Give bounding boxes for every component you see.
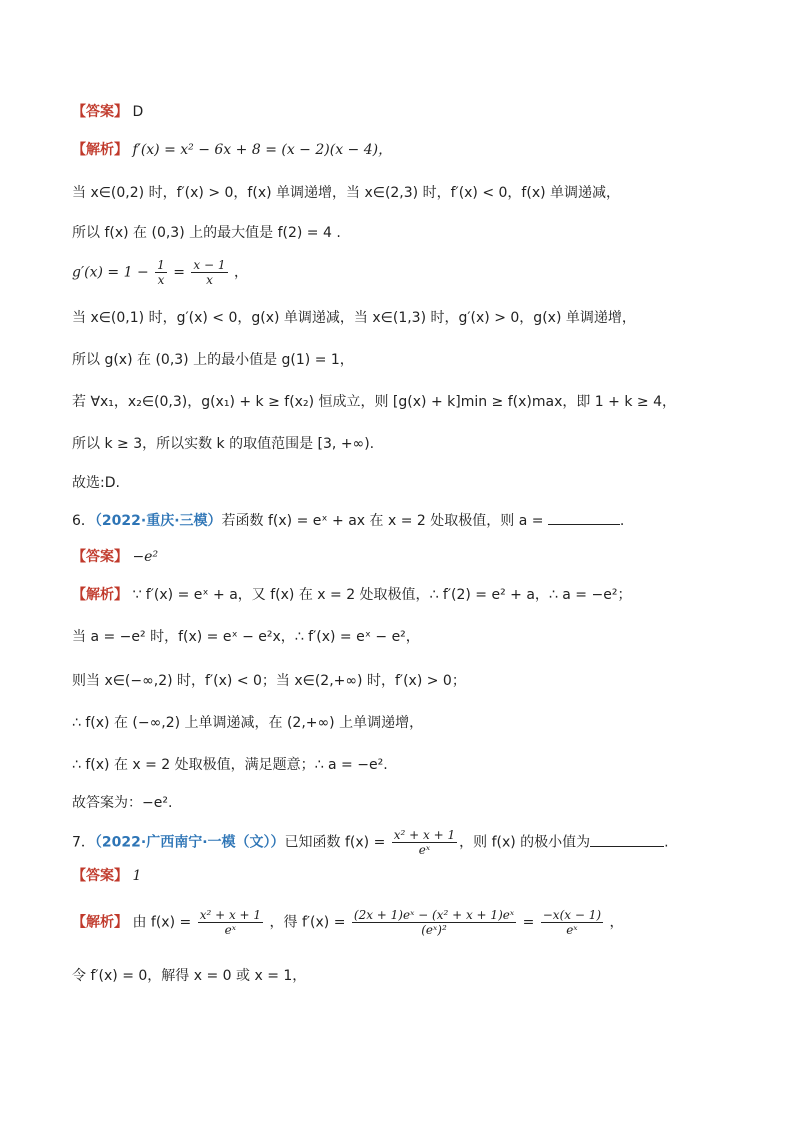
text-line: 若 ∀x₁，x₂∈(0,3)，g(x₁) + k ≥ f(x₂) 恒成立，则 [g(x) + k]min ≥ f(x)max，即 1 + k ≥ 4，	[72, 394, 676, 410]
fraction-numerator: x² + x + 1	[199, 908, 262, 922]
fraction-denominator: x	[206, 273, 213, 287]
answer-value: 1	[132, 868, 142, 884]
answer-tag: 【答案】	[72, 868, 128, 884]
fraction-numerator: 1	[157, 258, 165, 272]
question-text: 已知函数 f(x) =	[284, 834, 386, 851]
fraction-function	[392, 828, 457, 857]
text-line: 所以 k ≥ 3，所以实数 k 的取值范围是 [3, +∞).	[72, 436, 375, 452]
math-text: ∵ f′(x) = eˣ + a，又 f(x) 在 x = 2 处取极值，∴ f′(2) = e² + a，∴ a = −e²；	[132, 587, 632, 603]
text-line: ∴ f(x) 在 (−∞,2) 上单调递减，在 (2,+∞) 上单调递增，	[72, 715, 424, 731]
answer-value: D	[132, 104, 144, 120]
math-text: ，	[609, 914, 624, 931]
question-source: （2022·重庆·三模）	[94, 513, 222, 529]
fraction-function	[198, 908, 263, 937]
text-line: 故答案为：−e².	[72, 795, 173, 811]
question-source: （2022·广西南宁·一模（文））	[94, 834, 285, 851]
math-text: ，得 f′(x) =	[269, 914, 346, 931]
text-line: 当 a = −e² 时，f(x) = eˣ − e²x，∴ f′(x) = eˣ − e²，	[72, 629, 420, 645]
text-line: 当 x∈(0,2) 时，f′(x) > 0，f(x) 单调递增，当 x∈(2,3) 时，f′(x) < 0，f(x) 单调递减，	[72, 185, 621, 201]
answer-line-6	[72, 547, 158, 567]
fraction-x-minus-1-over-x	[191, 258, 227, 287]
question-7	[72, 828, 669, 857]
question-text: 若函数 f(x) = eˣ + ax 在 x = 2 处取极值，则 a =	[221, 513, 544, 529]
fraction-denominator: eˣ	[418, 843, 431, 857]
text-line: ∴ f(x) 在 x = 2 处取极值，满足题意；∴ a = −e².	[72, 757, 388, 773]
fraction-denominator: eˣ	[224, 923, 237, 937]
analysis-tag: 【解析】	[72, 914, 128, 931]
answer-tag: 【答案】	[72, 549, 128, 565]
fraction-numerator: x² + x + 1	[393, 828, 456, 842]
fraction-denominator: x	[157, 273, 165, 287]
answer-line-5	[72, 102, 143, 122]
math-text: =	[522, 914, 535, 931]
fraction-numerator: (2x + 1)eˣ − (x² + x + 1)eˣ	[353, 908, 515, 922]
question-number: 6．	[72, 513, 95, 529]
answer-tag: 【答案】	[72, 104, 128, 120]
math-text: ，	[233, 264, 248, 281]
answer-value: −e²	[132, 549, 159, 565]
question-tail: .	[664, 834, 669, 851]
analysis-tag: 【解析】	[72, 142, 128, 158]
question-tail: .	[619, 513, 625, 529]
math-text: 由 f(x) =	[132, 914, 192, 931]
question-text: ，则 f(x) 的极小值为	[459, 834, 591, 851]
text-line: 所以 g(x) 在 (0,3) 上的最小值是 g(1) = 1，	[72, 352, 354, 368]
fraction-numerator: x − 1	[193, 258, 226, 272]
fraction-derivative	[352, 908, 516, 937]
text-line: 故选:D.	[72, 475, 120, 491]
analysis-line-1	[72, 140, 392, 160]
text-line: 则当 x∈(−∞,2) 时，f′(x) < 0；当 x∈(2,+∞) 时，f′(x) > 0；	[72, 673, 466, 689]
answer-line-7	[72, 866, 141, 886]
fraction-simplified	[541, 908, 603, 937]
answer-blank	[590, 832, 664, 847]
analysis-line-6	[72, 585, 631, 605]
fraction-denominator: (eˣ)²	[421, 923, 447, 937]
fraction-1-over-x	[155, 258, 167, 287]
derivative-g-line	[72, 258, 248, 287]
question-number: 7．	[72, 834, 95, 851]
analysis-tag: 【解析】	[72, 587, 128, 603]
math-text: =	[173, 264, 185, 281]
text-line: 所以 f(x) 在 (0,3) 上的最大值是 f(2) = 4 .	[72, 225, 341, 241]
answer-blank	[548, 510, 620, 525]
text-line: 令 f′(x) = 0，解得 x = 0 或 x = 1，	[72, 968, 307, 984]
fraction-numerator: −x(x − 1)	[542, 908, 602, 922]
math-text: f′(x) = x² − 6x + 8 = (x − 2)(x − 4)，	[132, 142, 393, 158]
fraction-denominator: eˣ	[566, 923, 578, 937]
question-6	[72, 510, 624, 531]
text-line: 当 x∈(0,1) 时，g′(x) < 0，g(x) 单调递减，当 x∈(1,3) 时，g′(x) > 0，g(x) 单调递增，	[72, 310, 636, 326]
analysis-line-7	[72, 908, 623, 937]
math-text: g′(x) = 1 −	[72, 264, 149, 281]
